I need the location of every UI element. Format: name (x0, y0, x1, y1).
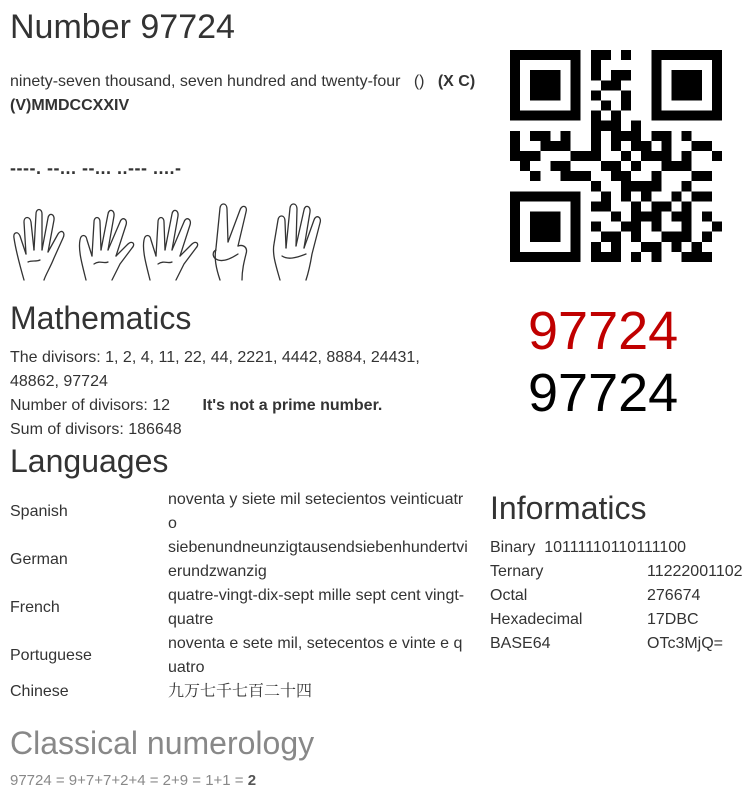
informatics-row (490, 632, 743, 656)
informatics-name: BASE64 (490, 635, 551, 652)
informatics-name: Hexadecimal (490, 611, 583, 628)
language-row (10, 680, 470, 704)
language-value: noventa y siete mil setecientos veinticuatro (168, 491, 464, 532)
informatics-table (490, 536, 743, 656)
page-title: Number 97724 (10, 8, 235, 46)
informatics-row (490, 584, 743, 608)
number-paren: () (413, 73, 425, 90)
language-row (10, 488, 470, 536)
numerology-result: 2 (247, 772, 257, 789)
number-wording (10, 70, 480, 118)
numerology-formula: 97724 = 9+7+7+2+4 = 2+9 = 1+1 = (10, 772, 244, 789)
language-name: German (10, 551, 68, 568)
prime-status: It's not a prime number. (202, 397, 383, 414)
language-name: Spanish (10, 503, 68, 520)
informatics-row (490, 560, 743, 584)
divisors-count: Number of divisors: 12 (10, 397, 171, 414)
hand-two-icon (202, 200, 266, 282)
informatics-value: 276674 (647, 587, 701, 604)
mathematics-section (10, 346, 450, 442)
informatics-value: 10111110110111100 (544, 539, 687, 556)
language-row (10, 632, 470, 680)
hand-seven-icon (74, 200, 138, 282)
language-name: French (10, 599, 60, 616)
language-name: Portuguese (10, 647, 92, 664)
informatics-name: Binary (490, 539, 536, 556)
number-large-red: 97724 (528, 301, 679, 361)
mathematics-heading: Mathematics (10, 300, 192, 336)
qr-code (510, 50, 722, 262)
language-value: noventa e sete mil, setecentos e vinte e quatro (168, 635, 463, 676)
numerology-formula-line (10, 772, 256, 789)
informatics-value: 11222001102 (647, 563, 743, 580)
language-row (10, 584, 470, 632)
language-value: 九万七千七百二十四 (168, 683, 313, 700)
informatics-value: OTc3MjQ= (647, 635, 724, 652)
languages-heading: Languages (10, 443, 169, 479)
number-large-black: 97724 (528, 363, 679, 423)
informatics-name: Octal (490, 587, 528, 604)
hand-nine-icon (10, 200, 74, 282)
numerology-heading: Classical numerology (10, 725, 315, 761)
languages-table (10, 488, 470, 704)
language-value: quatre-vingt-dix-sept mille sept cent vingt-quatre (168, 587, 465, 628)
language-row (10, 536, 470, 584)
hand-signs (10, 200, 330, 282)
language-value: siebenundneunzigtausendsiebenhundertvierundzwanzig (168, 539, 468, 580)
morse-code: ----. --... --... ..--- ....- (10, 158, 182, 178)
informatics-row (490, 608, 743, 632)
language-name: Chinese (10, 683, 69, 700)
informatics-name: Ternary (490, 563, 544, 580)
number-words: ninety-seven thousand, seven hundred and twenty-four (10, 73, 401, 90)
divisors-sum: Sum of divisors: 186648 (10, 421, 182, 438)
roman-numeral: (X C)(V)MMDCCXXIV (10, 73, 476, 114)
hand-seven-icon (138, 200, 202, 282)
informatics-heading: Informatics (490, 490, 647, 526)
divisors-list: The divisors: 1, 2, 4, 11, 22, 44, 2221, 4442, 8884, 24431, 48862, 97724 (10, 349, 420, 390)
informatics-row (490, 536, 743, 560)
informatics-value: 17DBC (647, 611, 699, 628)
hand-four-icon (266, 200, 330, 282)
